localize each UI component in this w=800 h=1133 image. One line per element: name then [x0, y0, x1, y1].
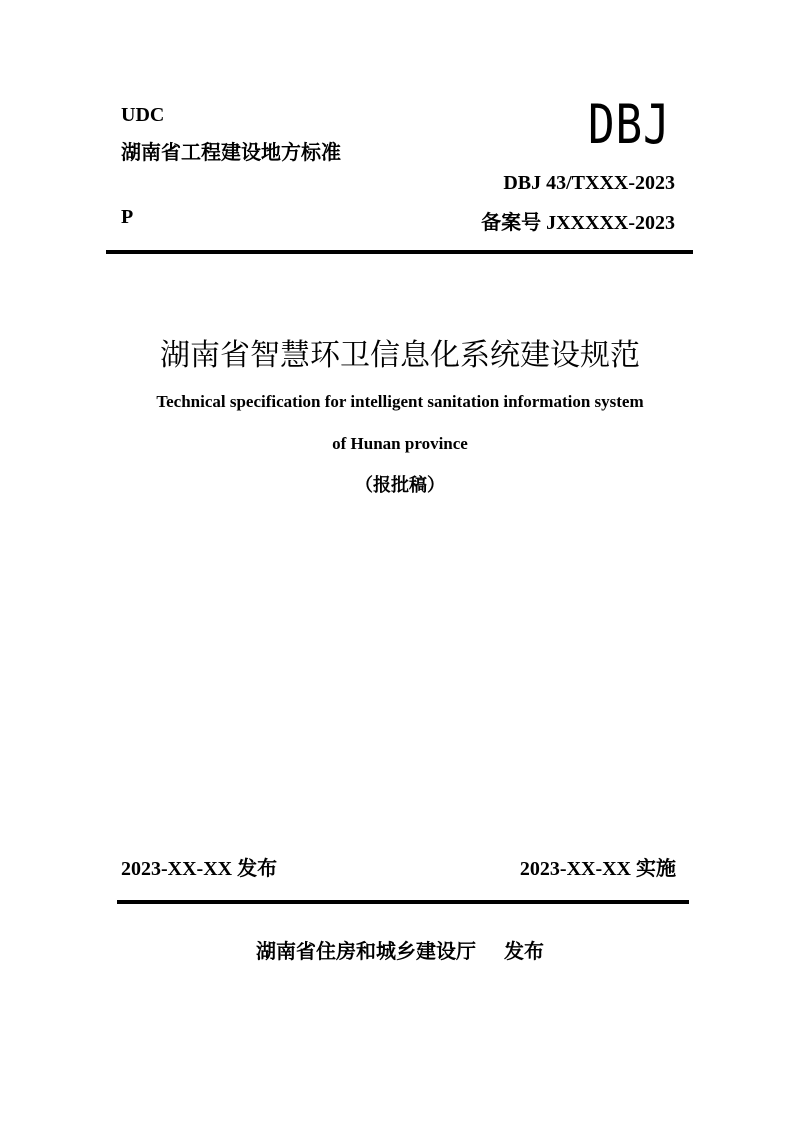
standard-category: 湖南省工程建设地方标准: [121, 140, 341, 164]
record-number: 备案号 JXXXXX-2023: [481, 212, 675, 234]
bottom-divider: [117, 900, 689, 904]
issuer-line: [0, 935, 800, 964]
document-title-chinese: 湖南省智慧环卫信息化系统建设规范: [160, 338, 640, 373]
implement-date: 2023-XX-XX 实施: [519, 858, 676, 880]
p-code: P: [121, 206, 134, 228]
issuer-name: 湖南省住房和城乡建设厅: [256, 939, 476, 963]
udc-label: UDC: [121, 104, 165, 126]
document-title-english-line1: Technical specification for intelligent sanitation information system: [156, 392, 644, 411]
top-divider: [106, 250, 693, 254]
dbj-mark: DBJ: [588, 93, 671, 156]
standard-number: DBJ 43/TXXX-2023: [503, 172, 675, 194]
draft-status: （报批稿）: [355, 475, 445, 496]
issue-action: 发布: [504, 939, 544, 963]
publish-date: 2023-XX-XX 发布: [121, 858, 278, 880]
document-title-english-line2: of Hunan province: [332, 434, 468, 453]
